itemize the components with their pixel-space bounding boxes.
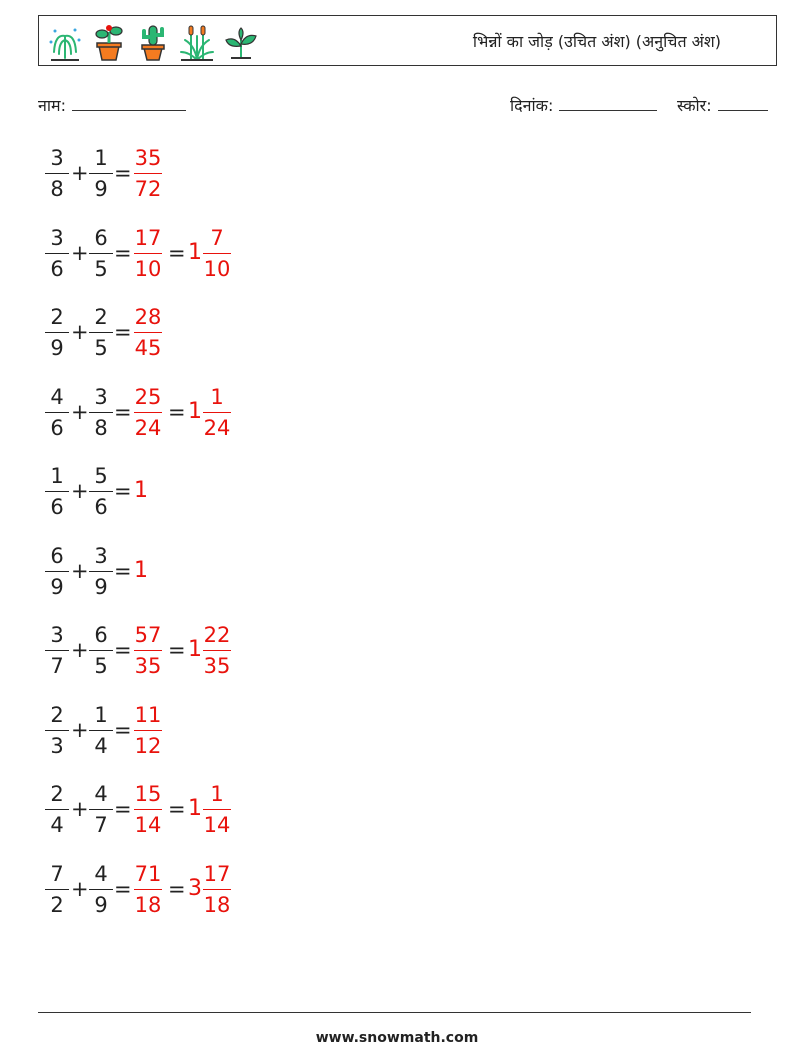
- sum-fraction-numerator: 28: [134, 305, 162, 329]
- second-fraction-numerator: 4: [94, 782, 108, 806]
- willow-plant-icon: [45, 22, 85, 62]
- first-fraction-numerator: 6: [50, 543, 64, 568]
- plus-sign: +: [71, 479, 89, 503]
- plus-sign: +: [71, 399, 89, 424]
- first-fraction-denominator: 9: [50, 336, 64, 360]
- second-fraction: [88, 541, 114, 602]
- mixed-remainder-fraction: [202, 382, 232, 443]
- second-fraction-denominator: 6: [94, 495, 108, 519]
- date-field: [510, 94, 657, 116]
- second-fraction-denominator: 5: [94, 336, 108, 360]
- first-fraction: [44, 382, 70, 443]
- first-fraction-numerator: 1: [50, 464, 64, 488]
- mixed-remainder-fraction: [202, 779, 232, 840]
- second-fraction-numerator: 1: [94, 146, 108, 170]
- sum-fraction-denominator: 72: [134, 177, 162, 201]
- first-fraction: [44, 223, 70, 284]
- name-label: नाम:: [38, 96, 66, 115]
- mixed-remainder-fraction-numerator: 17: [203, 861, 231, 886]
- mixed-remainder-fraction: [202, 223, 232, 284]
- first-fraction-denominator: 6: [50, 256, 64, 281]
- first-fraction-numerator: 3: [50, 146, 64, 170]
- first-fraction-numerator: 2: [50, 702, 64, 727]
- second-fraction: [88, 143, 114, 204]
- second-fraction: [88, 382, 114, 443]
- first-fraction-denominator: 2: [50, 892, 64, 917]
- first-fraction-denominator: 7: [50, 654, 64, 678]
- equals-sign: =: [114, 797, 132, 821]
- equals-sign-mixed: =: [168, 638, 186, 662]
- mixed-remainder-fraction-numerator: 1: [210, 384, 224, 409]
- second-fraction: [88, 223, 114, 284]
- second-fraction-numerator: 4: [94, 861, 108, 886]
- sum-fraction: [133, 700, 163, 761]
- plus-sign: +: [71, 240, 89, 265]
- score-blank[interactable]: [718, 95, 768, 111]
- sum-fraction-denominator: 24: [134, 415, 162, 440]
- plus-sign: +: [71, 638, 89, 662]
- first-fraction-numerator: 2: [50, 782, 64, 806]
- second-fraction-denominator: 9: [94, 892, 108, 917]
- first-fraction-numerator: 7: [50, 861, 64, 886]
- second-fraction-numerator: 1: [94, 702, 108, 727]
- second-fraction-numerator: 6: [94, 225, 108, 250]
- footer-website: www.snowmath.com: [315, 1030, 479, 1046]
- whole-number: 1: [134, 557, 148, 583]
- mixed-remainder-fraction: [202, 620, 232, 681]
- plus-sign: +: [71, 797, 89, 821]
- equals-sign-mixed: =: [168, 240, 186, 265]
- sum-fraction-numerator: 17: [134, 225, 162, 250]
- sum-fraction-denominator: 35: [134, 654, 162, 678]
- plus-sign: +: [71, 876, 89, 901]
- cattail-grass-icon: [177, 22, 217, 62]
- worksheet-title: भिन्नों का जोड़ (उचित अंश) (अनुचित अंश): [472, 32, 721, 51]
- second-fraction: [88, 461, 114, 522]
- sum-fraction: [133, 223, 163, 284]
- cactus-pot-icon: [133, 22, 173, 62]
- sum-fraction: [133, 382, 163, 443]
- equals-sign: =: [114, 876, 132, 901]
- first-fraction: [44, 541, 70, 602]
- first-fraction-numerator: 3: [50, 225, 64, 250]
- mixed-remainder-fraction-numerator: 7: [210, 225, 224, 250]
- second-fraction-numerator: 6: [94, 623, 108, 647]
- first-fraction-denominator: 4: [50, 813, 64, 837]
- equals-sign: =: [114, 558, 132, 583]
- whole-number: 3: [188, 875, 202, 901]
- sum-fraction-denominator: 12: [134, 733, 162, 758]
- first-fraction-denominator: 9: [50, 574, 64, 599]
- sum-fraction: [133, 620, 163, 681]
- second-fraction-denominator: 8: [94, 415, 108, 440]
- second-fraction: [88, 779, 114, 840]
- whole-number: 1: [188, 796, 202, 821]
- plus-sign: +: [71, 558, 89, 583]
- sum-fraction: [133, 859, 163, 920]
- sum-fraction-denominator: 14: [134, 813, 162, 837]
- mixed-remainder-fraction-denominator: 14: [203, 813, 231, 837]
- first-fraction: [44, 700, 70, 761]
- score-label: स्कोर:: [677, 96, 712, 115]
- first-fraction-numerator: 3: [50, 623, 64, 647]
- whole-number: 1: [188, 239, 202, 265]
- equals-sign: =: [114, 240, 132, 265]
- sum-fraction: [133, 302, 163, 363]
- sum-fraction-numerator: 35: [134, 146, 162, 170]
- equals-sign: =: [114, 717, 132, 742]
- date-label: दिनांक:: [510, 96, 554, 115]
- mixed-remainder-fraction-numerator: 1: [210, 782, 224, 806]
- first-fraction-denominator: 6: [50, 415, 64, 440]
- equals-sign: =: [114, 638, 132, 662]
- second-fraction-denominator: 9: [94, 574, 108, 599]
- second-fraction: [88, 700, 114, 761]
- equals-sign-mixed: =: [168, 876, 186, 901]
- header-box: [38, 15, 777, 66]
- first-fraction-denominator: 6: [50, 495, 64, 519]
- sum-fraction-numerator: 57: [134, 623, 162, 647]
- second-fraction-numerator: 3: [94, 384, 108, 409]
- first-fraction-denominator: 3: [50, 733, 64, 758]
- sum-fraction: [133, 779, 163, 840]
- first-fraction: [44, 620, 70, 681]
- second-fraction-denominator: 5: [94, 256, 108, 281]
- second-fraction-denominator: 5: [94, 654, 108, 678]
- sum-fraction-denominator: 10: [134, 256, 162, 281]
- mixed-remainder-fraction-denominator: 18: [203, 892, 231, 917]
- plus-sign: +: [71, 717, 89, 742]
- mixed-remainder-fraction: [202, 859, 232, 920]
- second-fraction: [88, 620, 114, 681]
- equals-sign: =: [114, 479, 132, 503]
- sum-fraction-numerator: 11: [134, 702, 162, 727]
- sum-fraction-denominator: 45: [134, 336, 162, 360]
- first-fraction: [44, 859, 70, 920]
- name-blank[interactable]: [72, 95, 186, 111]
- second-fraction-numerator: 3: [94, 543, 108, 568]
- second-fraction-denominator: 7: [94, 813, 108, 837]
- whole-number: 1: [188, 637, 202, 662]
- second-fraction: [88, 302, 114, 363]
- mixed-remainder-fraction-denominator: 24: [203, 415, 231, 440]
- equals-sign: =: [114, 320, 132, 344]
- sum-fraction-numerator: 25: [134, 384, 162, 409]
- sprout-icon: [221, 22, 261, 62]
- second-fraction-denominator: 4: [94, 733, 108, 758]
- flower-pot-icon: [89, 22, 129, 62]
- plus-sign: +: [71, 161, 89, 185]
- second-fraction: [88, 859, 114, 920]
- equals-sign-mixed: =: [168, 399, 186, 424]
- mixed-remainder-fraction-numerator: 22: [203, 623, 231, 647]
- equals-sign: =: [114, 161, 132, 185]
- plus-sign: +: [71, 320, 89, 344]
- first-fraction: [44, 302, 70, 363]
- equals-sign: =: [114, 399, 132, 424]
- second-fraction-numerator: 2: [94, 305, 108, 329]
- whole-number: 1: [134, 478, 148, 503]
- first-fraction: [44, 779, 70, 840]
- first-fraction-numerator: 4: [50, 384, 64, 409]
- name-field: [38, 94, 186, 116]
- sum-fraction-numerator: 15: [134, 782, 162, 806]
- first-fraction: [44, 143, 70, 204]
- date-blank[interactable]: [559, 95, 657, 111]
- sum-fraction-numerator: 71: [134, 861, 162, 886]
- second-fraction-numerator: 5: [94, 464, 108, 488]
- whole-number: 1: [188, 398, 202, 424]
- footer-divider: [38, 1012, 751, 1013]
- mixed-remainder-fraction-denominator: 10: [203, 256, 231, 281]
- sum-fraction-denominator: 18: [134, 892, 162, 917]
- first-fraction-numerator: 2: [50, 305, 64, 329]
- first-fraction-denominator: 8: [50, 177, 64, 201]
- equals-sign-mixed: =: [168, 797, 186, 821]
- score-field: [677, 94, 768, 116]
- first-fraction: [44, 461, 70, 522]
- sum-fraction: [133, 143, 163, 204]
- mixed-remainder-fraction-denominator: 35: [203, 654, 231, 678]
- second-fraction-denominator: 9: [94, 177, 108, 201]
